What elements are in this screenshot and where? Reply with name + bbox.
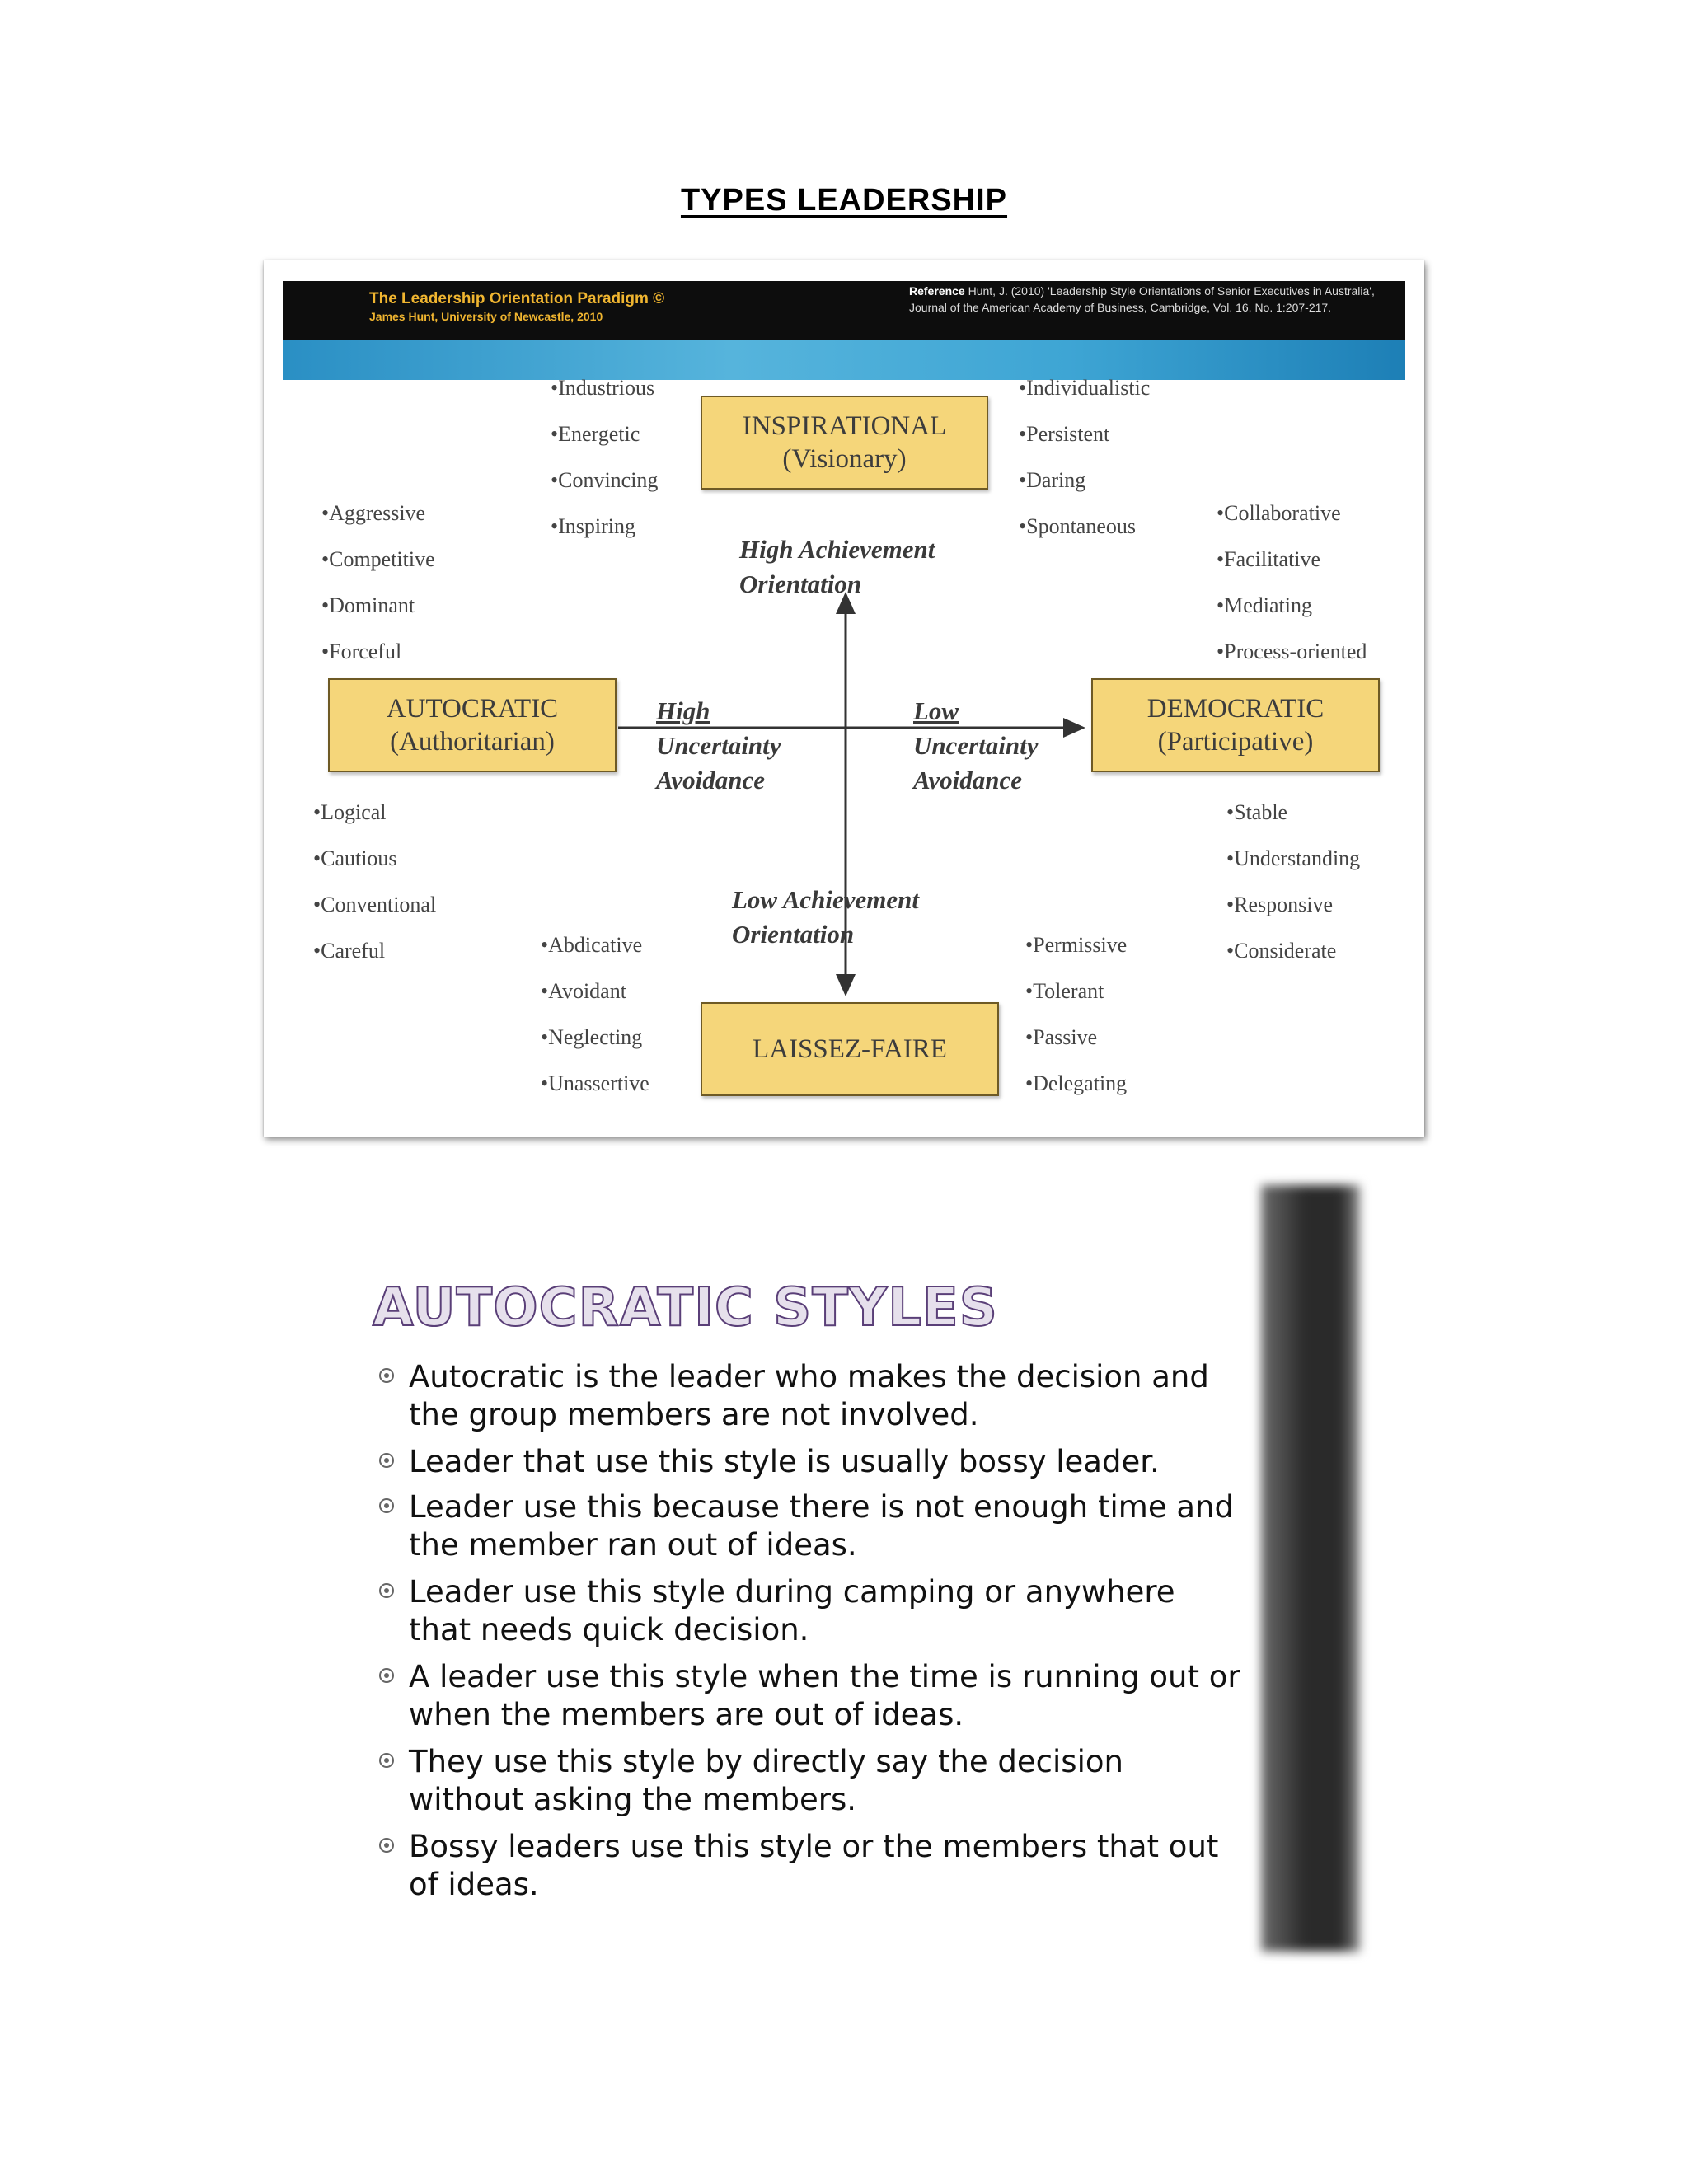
bullet-item bbox=[379, 1488, 1245, 1564]
trait-item: •Responsive bbox=[1226, 893, 1333, 916]
low-uncertainty-label bbox=[913, 694, 1039, 798]
reference-text: Hunt, J. (2010) 'Leadership Style Orientations of Senior Executives in Australia', Journal of the American Academy of Business, Cambridge, Vol. 16, No. 1:207-217. bbox=[909, 284, 1375, 314]
trait-item: •Energetic bbox=[551, 422, 640, 446]
trait-item: •Inspiring bbox=[551, 514, 635, 538]
inspirational-sublabel: (Visionary) bbox=[782, 444, 907, 474]
trait-item: •Convincing bbox=[551, 468, 659, 492]
laissez-faire-traits-right bbox=[1025, 933, 1127, 1118]
trait-item: •Stable bbox=[1226, 800, 1288, 824]
low-achievement-line1: Low Achievement bbox=[732, 885, 920, 914]
circle-bullet-icon bbox=[379, 1453, 394, 1468]
autocratic-traits-lower bbox=[313, 800, 436, 985]
trait-item: •Collaborative bbox=[1217, 501, 1341, 525]
bullet-item bbox=[379, 1573, 1245, 1649]
low-uncertainty-line2: Uncertainty bbox=[913, 731, 1039, 760]
bullet-item bbox=[379, 1443, 1245, 1481]
trait-item: •Aggressive bbox=[321, 501, 426, 525]
trait-item: •Facilitative bbox=[1217, 547, 1321, 571]
low-uncertainty-line3: Avoidance bbox=[913, 766, 1023, 794]
high-uncertainty-line2: Uncertainty bbox=[656, 731, 781, 760]
inspirational-traits-right bbox=[1019, 376, 1150, 560]
trait-item: •Dominant bbox=[321, 593, 415, 617]
bullet-item bbox=[379, 1743, 1245, 1819]
figure-header-subtitle: James Hunt, University of Newcastle, 2010 bbox=[369, 310, 603, 323]
trait-item: •Daring bbox=[1019, 468, 1086, 492]
trait-item: •Tolerant bbox=[1025, 979, 1104, 1003]
trait-item: •Process-oriented bbox=[1217, 640, 1367, 663]
bullet-text: Bossy leaders use this style or the members that out of ideas. bbox=[409, 1829, 1219, 1902]
trait-item: •Conventional bbox=[313, 893, 437, 916]
low-achievement-label bbox=[732, 883, 919, 952]
high-achievement-line2: Orientation bbox=[739, 569, 862, 598]
trait-item: •Spontaneous bbox=[1019, 514, 1136, 538]
trait-item: •Passive bbox=[1025, 1025, 1098, 1049]
bullet-text: They use this style by directly say the decision without asking the members. bbox=[409, 1744, 1123, 1817]
trait-item: •Understanding bbox=[1226, 846, 1361, 870]
trait-item: •Neglecting bbox=[541, 1025, 643, 1049]
circle-bullet-icon bbox=[379, 1753, 394, 1768]
bullet-text: Leader use this style during camping or anywhere that needs quick decision. bbox=[409, 1574, 1175, 1647]
bullet-text: Leader that use this style is usually bossy leader. bbox=[409, 1444, 1160, 1479]
autocratic-traits-upper bbox=[321, 501, 435, 686]
trait-item: •Unassertive bbox=[541, 1071, 649, 1095]
figure-header-title: The Leadership Orientation Paradigm © bbox=[369, 290, 665, 307]
laissez-faire-box bbox=[701, 1002, 999, 1096]
trait-item: •Abdicative bbox=[541, 933, 643, 957]
low-achievement-line2: Orientation bbox=[732, 920, 855, 949]
high-uncertainty-label bbox=[656, 694, 781, 798]
trait-item: •Individualistic bbox=[1019, 376, 1151, 400]
autocratic-sublabel: (Authoritarian) bbox=[390, 727, 555, 757]
democratic-label: DEMOCRATIC bbox=[1146, 694, 1325, 724]
reference-label: Reference bbox=[909, 284, 965, 298]
trait-item: •Logical bbox=[313, 800, 387, 824]
circle-bullet-icon bbox=[379, 1668, 394, 1683]
trait-item: •Competitive bbox=[321, 547, 435, 571]
high-achievement-line1: High Achievement bbox=[739, 535, 935, 564]
trait-item: •Considerate bbox=[1226, 939, 1337, 963]
trait-item: •Permissive bbox=[1025, 933, 1128, 957]
inspirational-traits-left bbox=[551, 376, 658, 560]
bullet-text: Leader use this because there is not enough time and the member ran out of ideas. bbox=[409, 1489, 1234, 1563]
trait-item: •Mediating bbox=[1217, 593, 1312, 617]
trait-item: •Careful bbox=[313, 939, 386, 963]
inspirational-box bbox=[701, 396, 988, 490]
trait-item: •Delegating bbox=[1025, 1071, 1128, 1095]
laissez-faire-label: LAISSEZ-FAIRE bbox=[753, 1034, 947, 1064]
trait-item: •Cautious bbox=[313, 846, 397, 870]
democratic-box bbox=[1091, 678, 1380, 772]
autocratic-styles-slide bbox=[313, 1185, 1360, 1952]
high-uncertainty-line3: Avoidance bbox=[656, 766, 766, 794]
democratic-sublabel: (Participative) bbox=[1157, 727, 1314, 757]
democratic-traits-upper bbox=[1217, 501, 1367, 686]
bullet-text: A leader use this style when the time is running out or when the members are out of ideas. bbox=[409, 1659, 1240, 1732]
page-title: TYPES LEADERSHIP bbox=[680, 183, 1008, 218]
autocratic-label: AUTOCRATIC bbox=[386, 694, 559, 724]
circle-bullet-icon bbox=[379, 1498, 394, 1513]
circle-bullet-icon bbox=[379, 1838, 394, 1853]
democratic-traits-lower bbox=[1226, 800, 1360, 985]
bullet-item bbox=[379, 1658, 1245, 1734]
high-achievement-label bbox=[739, 532, 935, 602]
high-uncertainty-line1: High bbox=[656, 696, 710, 725]
autocratic-box bbox=[328, 678, 617, 772]
circle-bullet-icon bbox=[379, 1368, 394, 1383]
inspirational-label: INSPIRATIONAL bbox=[742, 411, 947, 441]
circle-bullet-icon bbox=[379, 1583, 394, 1598]
bullet-text: Autocratic is the leader who makes the decision and the group members are not involved. bbox=[409, 1359, 1209, 1432]
slide-edge-shadow bbox=[1261, 1185, 1360, 1952]
bullet-item bbox=[379, 1358, 1245, 1434]
trait-item: •Avoidant bbox=[541, 979, 626, 1003]
trait-item: •Forceful bbox=[321, 640, 402, 663]
trait-item: •Industrious bbox=[551, 376, 655, 400]
low-uncertainty-line1: Low bbox=[913, 696, 959, 725]
trait-item: •Persistent bbox=[1019, 422, 1110, 446]
bullet-item bbox=[379, 1828, 1245, 1904]
laissez-faire-traits-left bbox=[541, 933, 649, 1118]
slide-title: AUTOCRATIC STYLES bbox=[373, 1277, 998, 1338]
leadership-paradigm-figure bbox=[264, 260, 1424, 1137]
